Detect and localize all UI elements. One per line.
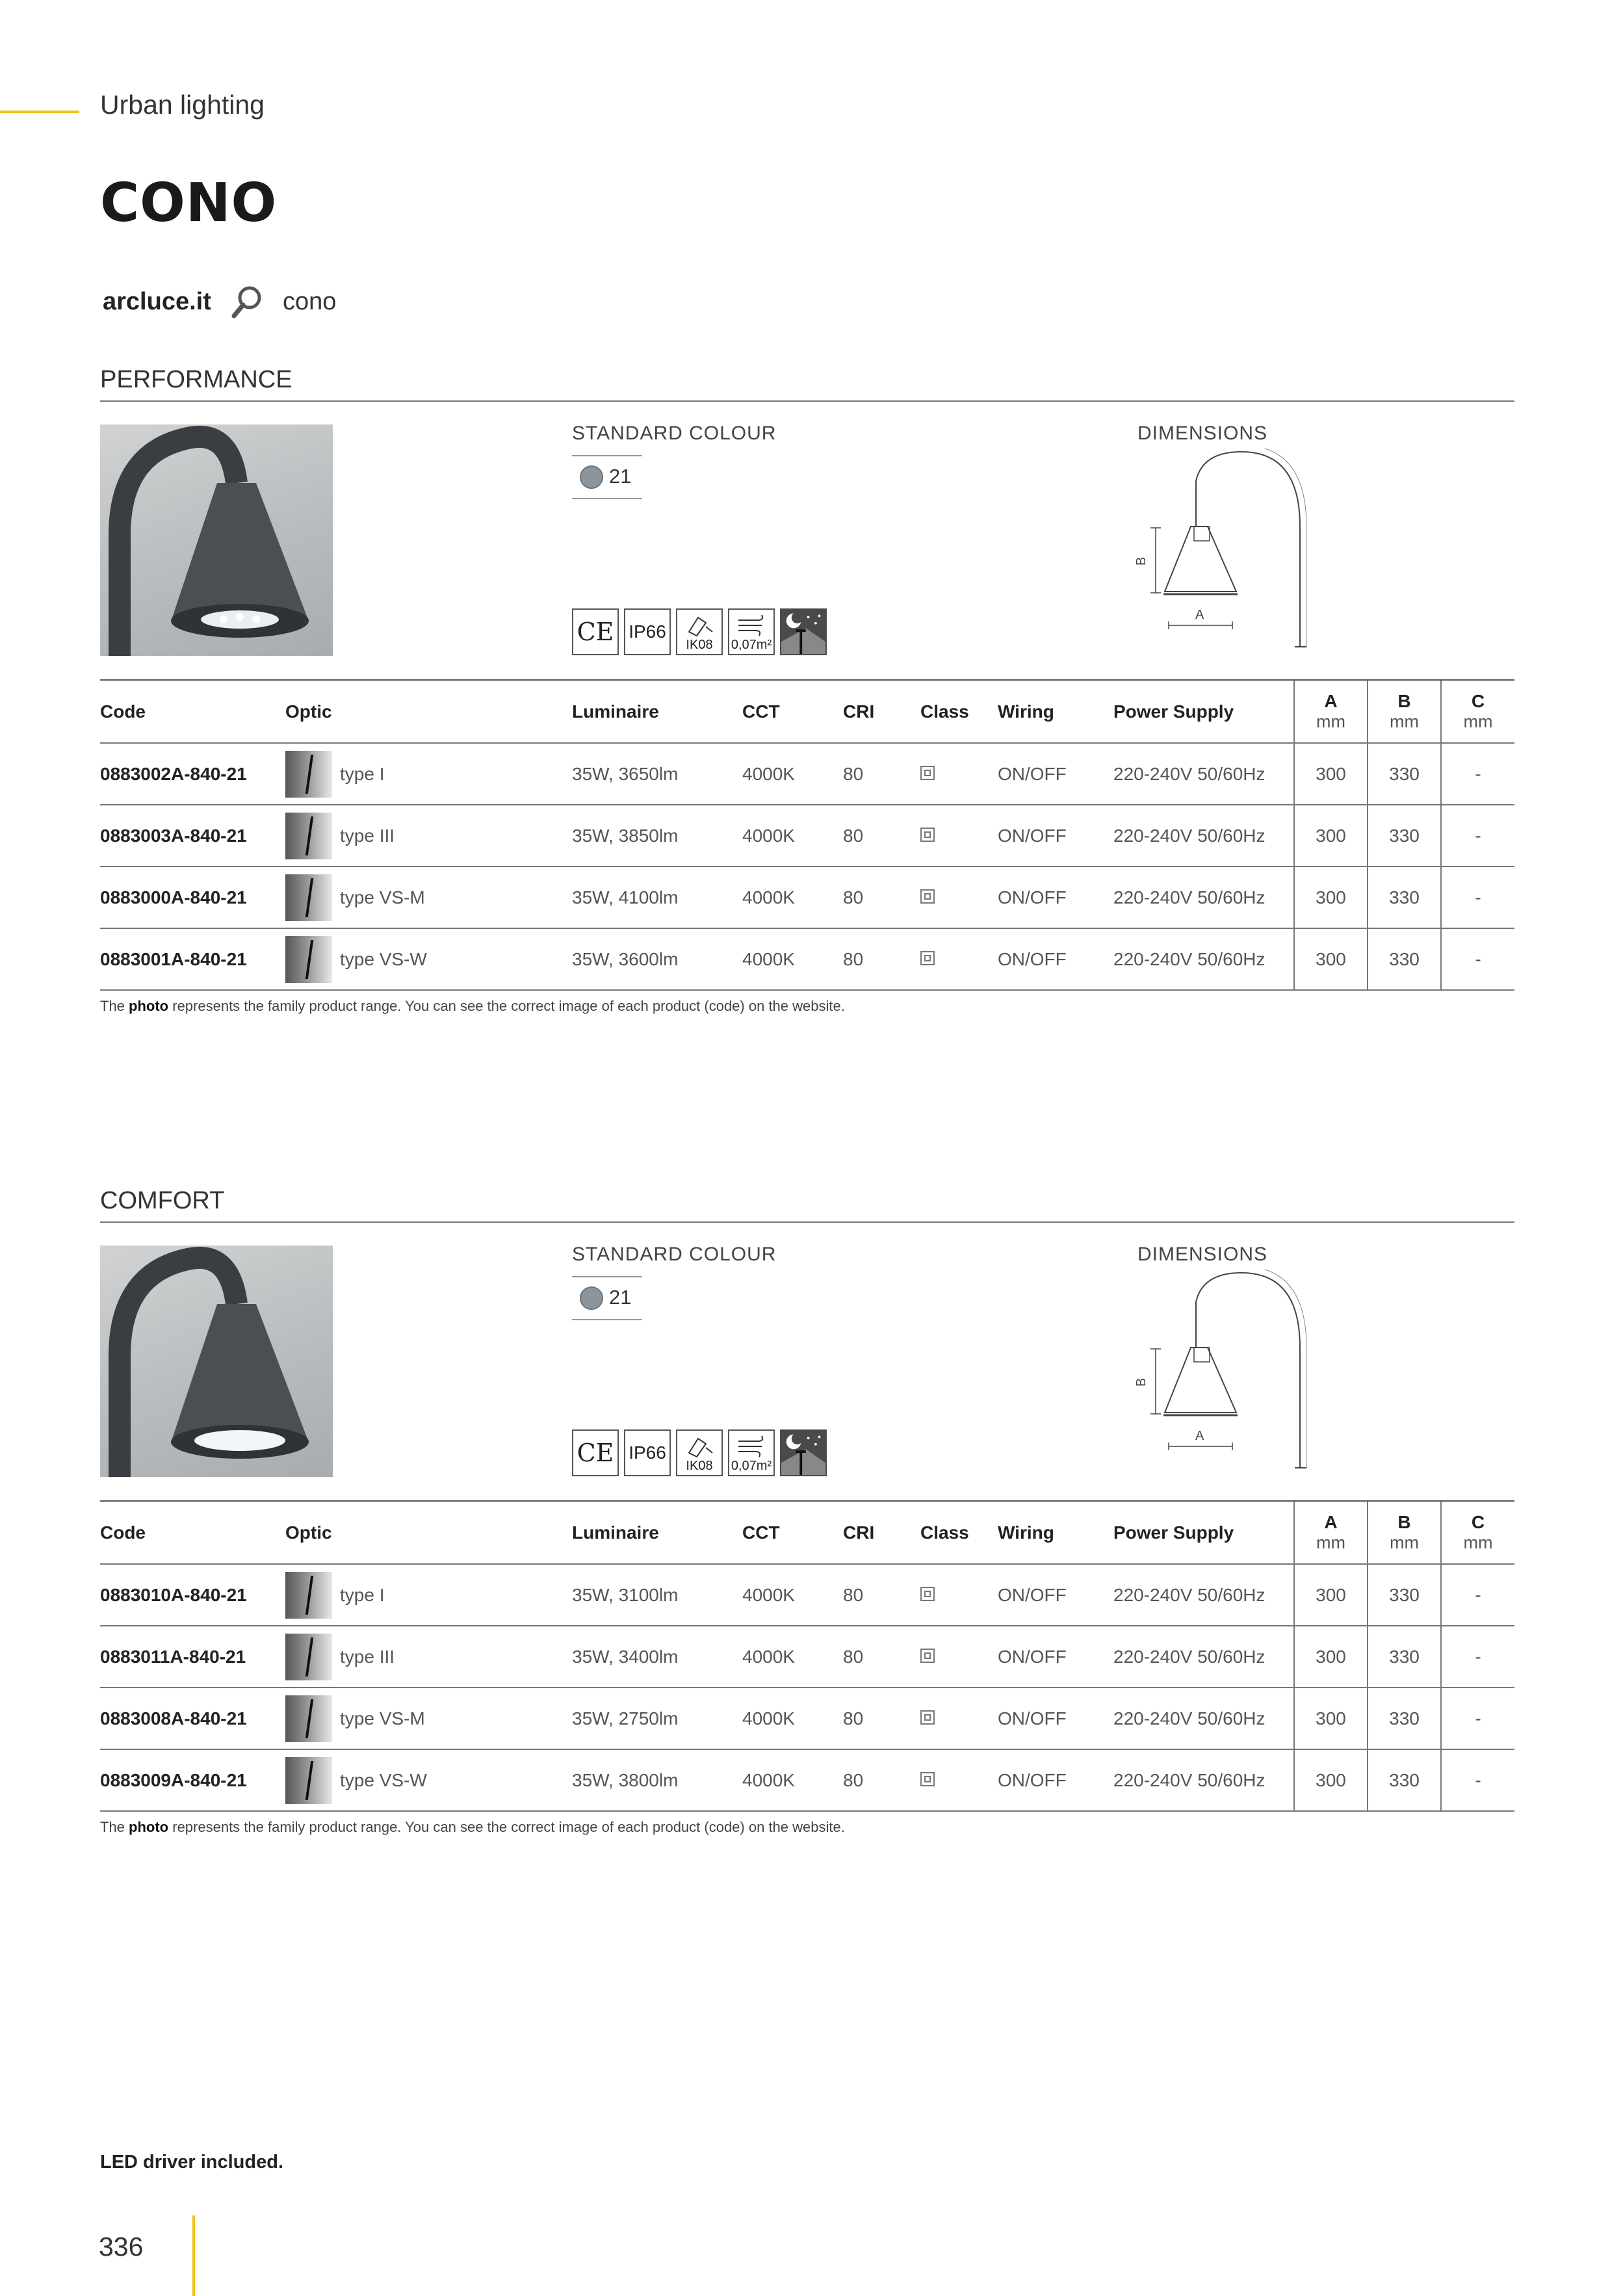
optic-cell: type VS-M xyxy=(285,867,572,928)
product-table xyxy=(100,679,1514,991)
col-header-power: Power Supply xyxy=(1113,680,1294,743)
optic-cell: type III xyxy=(285,805,572,867)
dim-c-value: - xyxy=(1441,743,1514,805)
dim-b-value: 330 xyxy=(1368,743,1441,805)
cct-value: 4000K xyxy=(742,743,843,805)
ip-rating-badge: IP66 xyxy=(624,608,671,655)
class-ii-icon xyxy=(920,1649,935,1663)
luminaire-value: 35W, 4100lm xyxy=(572,867,742,928)
power-value: 220-240V 50/60Hz xyxy=(1113,1688,1294,1749)
power-value: 220-240V 50/60Hz xyxy=(1113,928,1294,990)
optic-distribution-icon xyxy=(285,813,332,859)
night-sky-icon xyxy=(780,608,827,655)
colour-swatch xyxy=(572,455,642,499)
wiring-value: ON/OFF xyxy=(998,1749,1113,1811)
dim-a-value: 300 xyxy=(1294,1626,1368,1688)
cct-value: 4000K xyxy=(742,928,843,990)
table-row xyxy=(100,928,1514,990)
power-value: 220-240V 50/60Hz xyxy=(1113,1564,1294,1626)
optic-cell: type III xyxy=(285,1626,572,1688)
class-cell xyxy=(920,743,998,805)
optic-cell: type VS-W xyxy=(285,1749,572,1811)
impact-rating-icon: IK08 xyxy=(676,608,723,655)
col-header-luminaire: Luminaire xyxy=(572,680,742,743)
brand-url[interactable]: arcluce.it xyxy=(103,288,211,315)
wind-area-icon: 0,07m² xyxy=(728,608,775,655)
class-cell xyxy=(920,1749,998,1811)
section-title: PERFORMANCE xyxy=(100,366,292,393)
class-cell xyxy=(920,1688,998,1749)
product-table xyxy=(100,1500,1514,1812)
optic-cell: type I xyxy=(285,1564,572,1626)
cct-value: 4000K xyxy=(742,805,843,867)
product-code[interactable]: 0883008A-840-21 xyxy=(100,1688,285,1749)
col-header-power: Power Supply xyxy=(1113,1501,1294,1564)
product-code[interactable]: 0883002A-840-21 xyxy=(100,743,285,805)
optic-distribution-icon xyxy=(285,751,332,798)
dim-a-value: 300 xyxy=(1294,743,1368,805)
table-header-row xyxy=(100,1501,1514,1564)
cri-value: 80 xyxy=(843,1749,920,1811)
col-header-class: Class xyxy=(920,680,998,743)
class-cell xyxy=(920,1564,998,1626)
optic-distribution-icon xyxy=(285,874,332,921)
class-ii-icon xyxy=(920,889,935,904)
colour-dot-icon xyxy=(580,1286,603,1310)
dim-a-value: 300 xyxy=(1294,805,1368,867)
cri-value: 80 xyxy=(843,743,920,805)
dim-c-value: - xyxy=(1441,867,1514,928)
dimensions-label: DIMENSIONS xyxy=(1137,1244,1268,1265)
col-header-a: A mm xyxy=(1294,680,1368,743)
table-row xyxy=(100,1749,1514,1811)
power-value: 220-240V 50/60Hz xyxy=(1113,1749,1294,1811)
header-accent-line xyxy=(0,111,79,113)
ip-rating-badge: IP66 xyxy=(624,1429,671,1476)
category-label: Urban lighting xyxy=(100,90,265,120)
night-sky-icon xyxy=(780,1429,827,1476)
certification-badges xyxy=(572,1429,827,1476)
luminaire-value: 35W, 3800lm xyxy=(572,1749,742,1811)
class-ii-icon xyxy=(920,951,935,965)
dim-a-value: 300 xyxy=(1294,1688,1368,1749)
dim-c-value: - xyxy=(1441,1564,1514,1626)
power-value: 220-240V 50/60Hz xyxy=(1113,805,1294,867)
optic-distribution-icon xyxy=(285,1634,332,1680)
colour-swatch xyxy=(572,1276,642,1320)
luminaire-value: 35W, 3400lm xyxy=(572,1626,742,1688)
standard-colour-label: STANDARD COLOUR xyxy=(572,1244,777,1265)
col-header-b: B mm xyxy=(1368,680,1441,743)
page-title: CONO xyxy=(100,172,278,234)
wiring-value: ON/OFF xyxy=(998,805,1113,867)
cri-value: 80 xyxy=(843,928,920,990)
wiring-value: ON/OFF xyxy=(998,867,1113,928)
power-value: 220-240V 50/60Hz xyxy=(1113,1626,1294,1688)
dim-label-b: B xyxy=(1134,1377,1149,1387)
section-rule xyxy=(100,400,1514,402)
class-ii-icon xyxy=(920,828,935,842)
photo-note: The photo represents the family product range. You can see the correct image of each product (code) on the website. xyxy=(100,1819,845,1835)
table-row xyxy=(100,1564,1514,1626)
dimensions-label: DIMENSIONS xyxy=(1137,423,1268,444)
class-cell xyxy=(920,805,998,867)
standard-colour-label: STANDARD COLOUR xyxy=(572,423,777,444)
luminaire-value: 35W, 3600lm xyxy=(572,928,742,990)
class-ii-icon xyxy=(920,1710,935,1725)
impact-rating-icon: IK08 xyxy=(676,1429,723,1476)
wind-area-icon: 0,07m² xyxy=(728,1429,775,1476)
page-number: 336 xyxy=(99,2232,144,2262)
footer-accent-line xyxy=(192,2215,195,2296)
power-value: 220-240V 50/60Hz xyxy=(1113,743,1294,805)
product-code[interactable]: 0883003A-840-21 xyxy=(100,805,285,867)
dim-b-value: 330 xyxy=(1368,805,1441,867)
dim-label-a: A xyxy=(1195,1429,1204,1443)
table-row xyxy=(100,1688,1514,1749)
class-cell xyxy=(920,867,998,928)
dim-b-value: 330 xyxy=(1368,867,1441,928)
cct-value: 4000K xyxy=(742,1749,843,1811)
section-title: COMFORT xyxy=(100,1187,225,1214)
table-row xyxy=(100,1626,1514,1688)
col-header-cri: CRI xyxy=(843,1501,920,1564)
photo-note: The photo represents the family product range. You can see the correct image of each product (code) on the website. xyxy=(100,998,845,1014)
product-code[interactable]: 0883010A-840-21 xyxy=(100,1564,285,1626)
optic-cell: type I xyxy=(285,743,572,805)
wiring-value: ON/OFF xyxy=(998,1626,1113,1688)
product-code[interactable]: 0883000A-840-21 xyxy=(100,867,285,928)
led-driver-note: LED driver included. xyxy=(100,2152,283,2172)
dim-c-value: - xyxy=(1441,1688,1514,1749)
cri-value: 80 xyxy=(843,1564,920,1626)
dimensions-drawing xyxy=(1131,1270,1313,1474)
dim-b-value: 330 xyxy=(1368,1564,1441,1626)
cri-value: 80 xyxy=(843,1688,920,1749)
table-row xyxy=(100,743,1514,805)
section-rule xyxy=(100,1221,1514,1223)
colour-dot-icon xyxy=(580,465,603,489)
class-ii-icon xyxy=(920,1587,935,1601)
optic-distribution-icon xyxy=(285,1572,332,1619)
table-row xyxy=(100,867,1514,928)
optic-cell: type VS-W xyxy=(285,928,572,990)
dim-c-value: - xyxy=(1441,1626,1514,1688)
product-code[interactable]: 0883009A-840-21 xyxy=(100,1749,285,1811)
dim-a-value: 300 xyxy=(1294,867,1368,928)
col-header-optic: Optic xyxy=(285,680,572,743)
col-header-c: C mm xyxy=(1441,680,1514,743)
col-header-code: Code xyxy=(100,1501,285,1564)
dim-b-value: 330 xyxy=(1368,1749,1441,1811)
luminaire-value: 35W, 3650lm xyxy=(572,743,742,805)
col-header-luminaire: Luminaire xyxy=(572,1501,742,1564)
col-header-cri: CRI xyxy=(843,680,920,743)
cct-value: 4000K xyxy=(742,1564,843,1626)
product-photo xyxy=(100,1246,333,1477)
dim-c-value: - xyxy=(1441,1749,1514,1811)
wiring-value: ON/OFF xyxy=(998,928,1113,990)
cri-value: 80 xyxy=(843,805,920,867)
luminaire-value: 35W, 3850lm xyxy=(572,805,742,867)
cct-value: 4000K xyxy=(742,867,843,928)
optic-distribution-icon xyxy=(285,936,332,983)
col-header-a: A mm xyxy=(1294,1501,1368,1564)
wiring-value: ON/OFF xyxy=(998,1564,1113,1626)
product-photo xyxy=(100,424,333,656)
col-header-c: C mm xyxy=(1441,1501,1514,1564)
wiring-value: ON/OFF xyxy=(998,743,1113,805)
col-header-cct: CCT xyxy=(742,1501,843,1564)
dim-label-b: B xyxy=(1134,556,1149,566)
cri-value: 80 xyxy=(843,867,920,928)
power-value: 220-240V 50/60Hz xyxy=(1113,867,1294,928)
dim-b-value: 330 xyxy=(1368,928,1441,990)
luminaire-value: 35W, 2750lm xyxy=(572,1688,742,1749)
search-icon[interactable] xyxy=(229,283,265,323)
luminaire-value: 35W, 3100lm xyxy=(572,1564,742,1626)
dim-b-value: 330 xyxy=(1368,1626,1441,1688)
dim-a-value: 300 xyxy=(1294,928,1368,990)
class-ii-icon xyxy=(920,766,935,780)
dimensions-drawing xyxy=(1131,449,1313,653)
dim-b-value: 330 xyxy=(1368,1688,1441,1749)
col-header-wiring: Wiring xyxy=(998,1501,1113,1564)
class-cell xyxy=(920,928,998,990)
colour-code: 21 xyxy=(609,465,632,488)
cct-value: 4000K xyxy=(742,1688,843,1749)
col-header-cct: CCT xyxy=(742,680,843,743)
dim-a-value: 300 xyxy=(1294,1564,1368,1626)
cri-value: 80 xyxy=(843,1626,920,1688)
product-code[interactable]: 0883001A-840-21 xyxy=(100,928,285,990)
col-header-code: Code xyxy=(100,680,285,743)
certification-badges xyxy=(572,608,827,655)
col-header-b: B mm xyxy=(1368,1501,1441,1564)
ce-mark-icon: CE xyxy=(572,608,619,655)
table-row xyxy=(100,805,1514,867)
optic-cell: type VS-M xyxy=(285,1688,572,1749)
optic-distribution-icon xyxy=(285,1757,332,1804)
dim-a-value: 300 xyxy=(1294,1749,1368,1811)
cct-value: 4000K xyxy=(742,1626,843,1688)
dim-c-value: - xyxy=(1441,805,1514,867)
wiring-value: ON/OFF xyxy=(998,1688,1113,1749)
col-header-optic: Optic xyxy=(285,1501,572,1564)
optic-distribution-icon xyxy=(285,1695,332,1742)
dim-label-a: A xyxy=(1195,608,1204,622)
col-header-wiring: Wiring xyxy=(998,680,1113,743)
class-cell xyxy=(920,1626,998,1688)
search-term: cono xyxy=(283,288,337,315)
dim-c-value: - xyxy=(1441,928,1514,990)
table-header-row xyxy=(100,680,1514,743)
product-code[interactable]: 0883011A-840-21 xyxy=(100,1626,285,1688)
col-header-class: Class xyxy=(920,1501,998,1564)
colour-code: 21 xyxy=(609,1286,632,1309)
class-ii-icon xyxy=(920,1772,935,1786)
ce-mark-icon: CE xyxy=(572,1429,619,1476)
